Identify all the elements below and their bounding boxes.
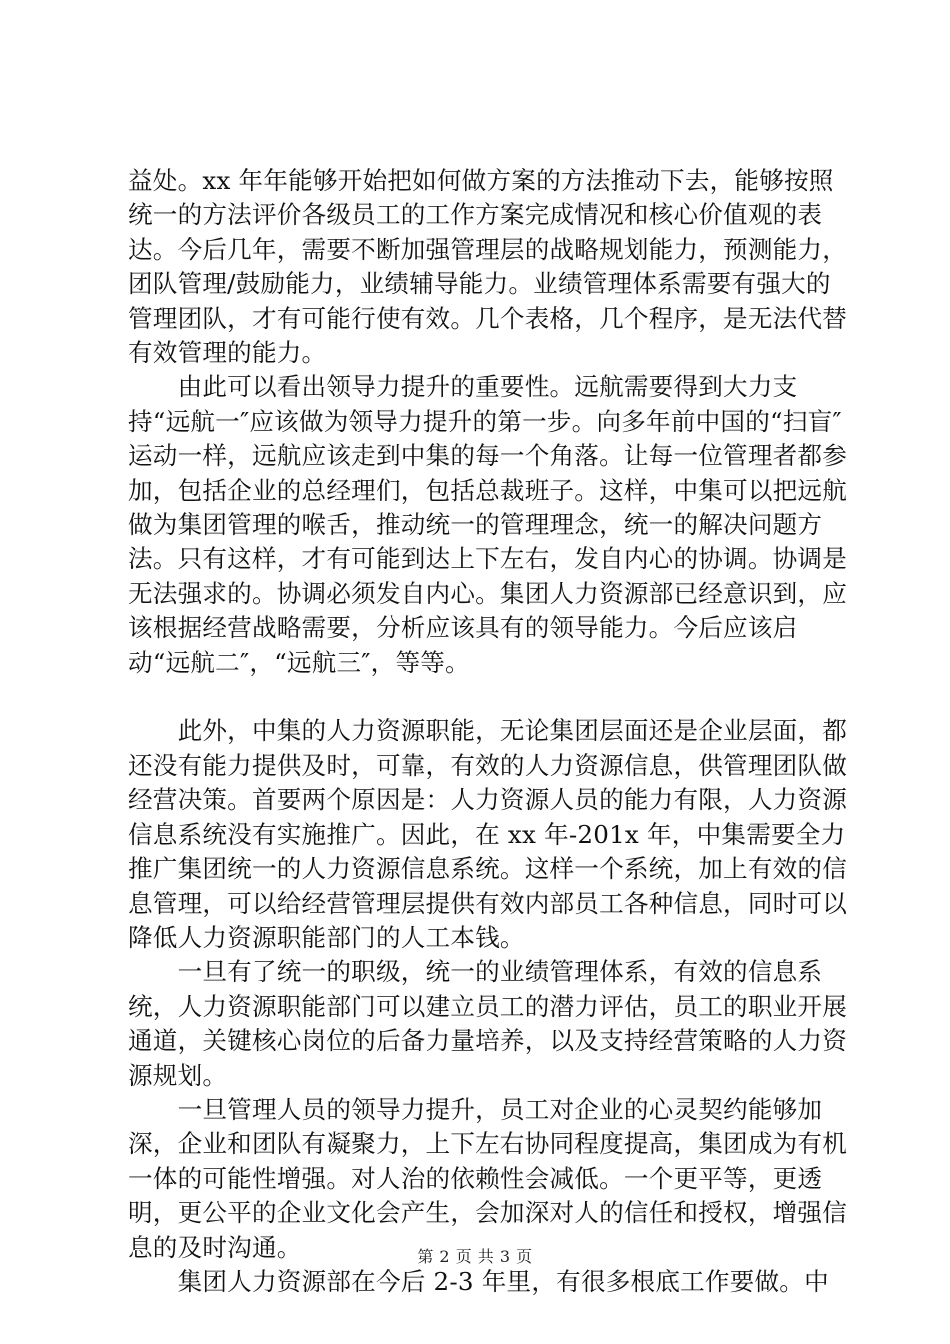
paragraph-2: 由此可以看出领导力提升的重要性。远航需要得到大力支持“远航一″应该做为领导力提升的第一步。向多年前中国的“扫盲″运动一样，远航应该走到中集的每一个角落。让每一位管理者都参加，包括企业的总经理们，包括总裁班子。这样，中集可以把远航做为集团管理的喉舌，推动统一的管理理念，统一的解决问题方法。只有这样，才有可能到达上下左右，发自内心的协调。协调是无法强求的。协调必须发自内心。集团人力资源部已经意识到，应该根据经营战略需要，分析应该具有的领导能力。今后应该启动“远航二″，“远航三″，等等。 xyxy=(128,372,848,677)
body-text xyxy=(128,164,848,1299)
paragraph-spacer xyxy=(128,680,848,714)
paragraph-1: 益处。xx 年年能够开始把如何做方案的方法推动下去，能够按照统一的方法评价各级员工的工作方案完成情况和核心价值观的表达。今后几年，需要不断加强管理层的战略规划能力，预测能力，团队管理/鼓励能力，业绩辅导能力。业绩管理体系需要有强大的管理团队，才有可能行使有效。几个表格，几个程序，是无法代替有效管理的能力。 xyxy=(128,166,848,368)
paragraph-6: 集团人力资源部在今后 2-3 年里，有很多根底工作要做。中 xyxy=(128,1266,829,1296)
paragraph-4: 一旦有了统一的职级，统一的业绩管理体系，有效的信息系统，人力资源职能部门可以建立员工的潜力评估，员工的职业开展通道，关键核心岗位的后备力量培养，以及支持经营策略的人力资源规划。 xyxy=(128,957,848,1090)
page-number-footer: 第 2 页 共 3 页 xyxy=(417,1247,533,1266)
paragraph-3: 此外，中集的人力资源职能，无论集团层面还是企业层面，都还没有能力提供及时，可靠，有效的人力资源信息，供管理团队做经营决策。首要两个原因是：人力资源人员的能力有限，人力资源信息系统没有实施推广。因此，在 xx 年-201x 年，中集需要全力推广集团统一的人力资源信息系统。这样一个系统，加上有效的信息管理，可以给经营管理层提供有效内部员工各种信息，同时可以降低人力资源职能部门的人工本钱。 xyxy=(128,716,848,952)
paragraph-5: 一旦管理人员的领导力提升，员工对企业的心灵契约能够加深，企业和团队有凝聚力，上下左右协同程度提高，集团成为有机一体的可能性增强。对人治的依赖性会减低。一个更平等，更透明，更公平的企业文化会产生，会加深对人的信任和授权，增强信息的及时沟通。 xyxy=(128,1094,848,1262)
